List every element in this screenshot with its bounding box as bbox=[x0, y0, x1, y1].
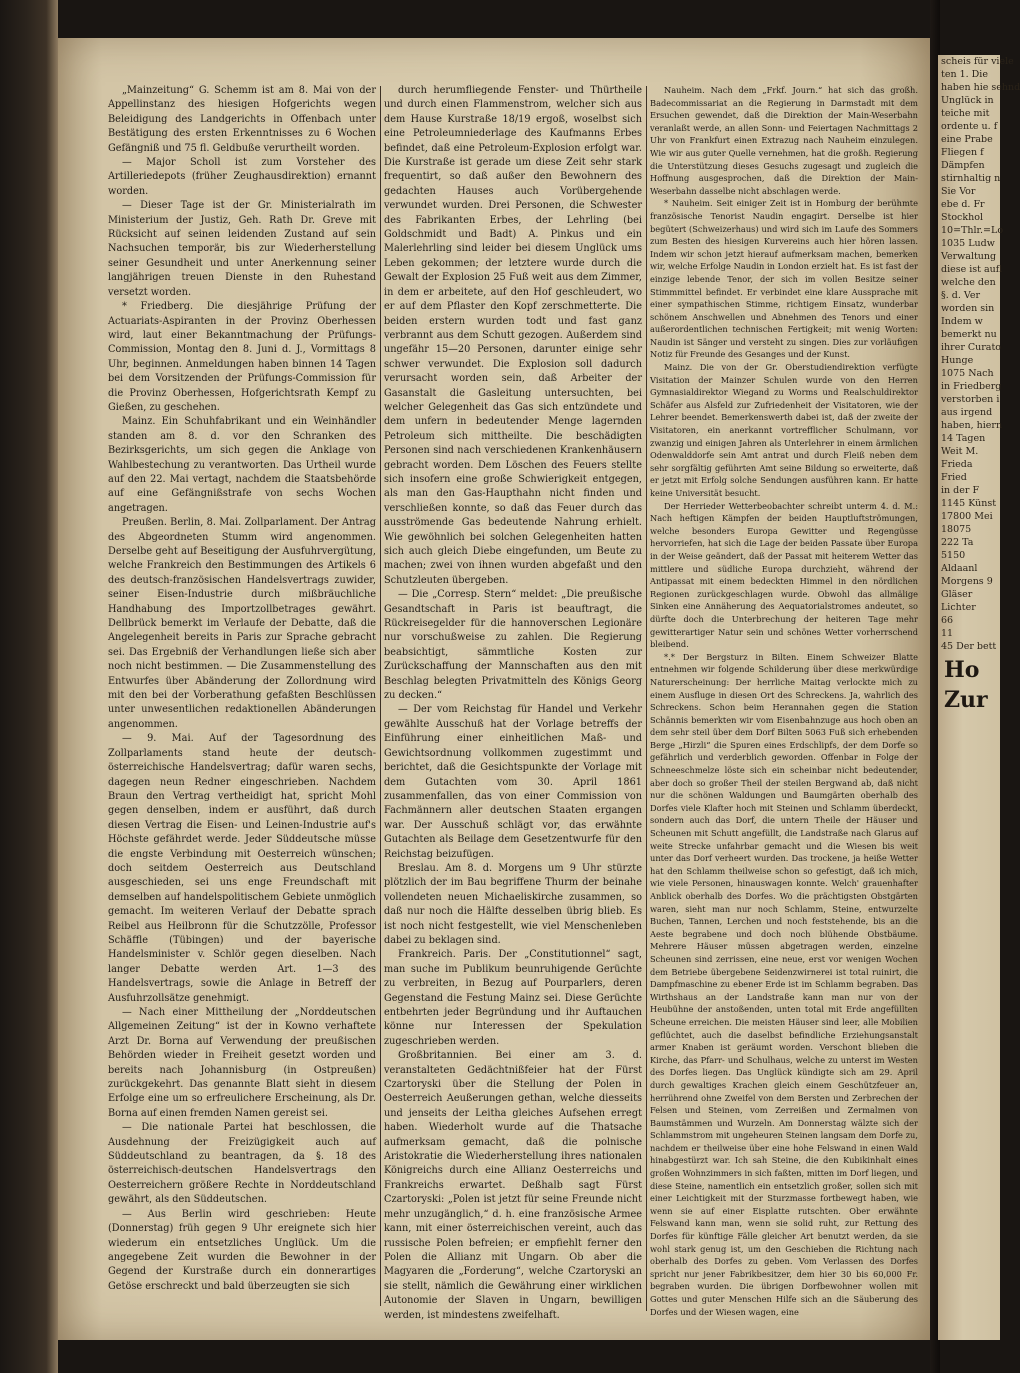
next-page-fragment: ordente u. f bbox=[941, 121, 998, 132]
column-3 bbox=[650, 84, 918, 1318]
next-page-fragment: Verwaltung bbox=[941, 251, 997, 262]
next-page-fragment: scheis für viele bbox=[941, 56, 1014, 67]
article-paragraph: *.* Der Bergsturz in Bilten. Einem Schweizer Blatte entnehmen wir folgende Schilderung über diese merkwürdige Naturerscheinung: Der herrliche Maitag verlockte mich zu einem Ausfluge in diesen Ort des Schreckens. Ja, wahrlich des Schreckens. Schon beim Herannahen gegen die Station Schännis bemerkten wir vom Eisenbahnzuge aus hoch oben an dem sehr steil über dem Dorf Bilten 5063 Fuß sich erhebenden Berge „Hirzli“ die Spuren eines Erdschlipfs, der dem Dorfe so gefährlich und verderblich geworden. Offenbar in Folge der Schneeschmelze löste sich ein scheinbar nicht bedeutender, aber doch so großer Theil der steilen Bergwand ab, daß nicht nur die schönen Waldungen und Baumgärten oberhalb des Dorfes viele Klafter hoch mit Steinen und Schlamm überdeckt, sondern auch das Dorf, die untern Theile der Häuser und Scheunen mit Schutt angefüllt, die Landstraße nach Glarus auf weite Strecke unfahrbar gemacht und die Wiesen bis weit unter das Dorf verheert wurden. Das trockene, ja heiße Wetter hat den Schlamm theilweise schon so gefestigt, daß ich mich, wie viele Personen, hinauswagen konnte. Welch' grauenhafter Anblick oberhalb des Dorfes. Wo die prächtigsten Obstgärten waren, sieht man nur noch Schlamm, Steine, entwurzelte Buchen, Tannen, Lerchen und noch feststehende, bis an die Aeste begrabene und doch noch blühende Obstbäume. Mehrere Häuser müssen abgetragen werden, einzelne Scheunen sind zerrissen, eine neue, erst vor wenigen Wochen dem Betriebe übergebene Seidenzwirnerei ist total ruinirt, die Dampfmaschine zu ebener Erde ist im Schlamm begraben. Das Wirthshaus an der Landstraße kann man nur von der Heubühne der anstoßenden, unten total mit Erde angefüllten Scheune erreichen. Die meisten Häuser sind leer, alle Mobilien geflüchtet, auch die daselbst befindliche Erziehungsanstalt armer Knaben ist geräumt worden. Verschont blieben die Kirche, das Pfarr- und Schulhaus, welche zu unterst im Westen des Dorfes liegen. Das Unglück kündigte sich am 29. April durch gewaltiges Krachen gleich einem Geschützfeuer an, herrührend ohne Zweifel von dem Bersten und Zerbrechen der Felsen und Steinen, vom Zerreißen und Zermalmen von Baumstämmen und Wurzeln. Am Donnerstag wälzte sich der Schlammstrom mit ungeheuren Steinen langsam dem Dorfe zu, nachdem er theilweise über eine hohe Felswand in einen Wald hinabgestürzt war. Ich sah Steine, die den Kubikinhalt eines großen Wohnzimmers in sich faßten, mitten im Dorf liegen, und diese Steine, namentlich ein entsetzlich großer, sollen sich mit einer Leichtigkeit mit der Sturzmasse fortbewegt haben, wie wenn sie auf einer Eisplatte rutschten. Ober erwähnte Felswand kann man, wenn sie solid ruht, zur Rettung des Dorfes für künftige Fälle gleicher Art benutzt werden, da sie wohl stark genug ist, um den Geschieben die Richtung nach oberhalb des Dorfes zu geben. Vom Verlassen des Dorfes spricht nur jener Fabrikbesitzer, dem hier 30 bis 60,000 Fr. begraben wurden. Die übrigen Dorfbewohner wollen mit Gottes und guter Menschen Hilfe sich an die Säuberung des Dorfes und der Wiesen wagen, eine bbox=[650, 651, 918, 1317]
column-rule-1 bbox=[380, 86, 381, 1306]
column-2 bbox=[384, 84, 642, 1323]
next-page-fragment: Sie Vor bbox=[941, 186, 976, 197]
article-paragraph: Mainz. Die von der Gr. Oberstudiendirektion verfügte Visitation der Mainzer Schulen wurde von den Herren Gymnasialdirektor Wiegand zu Worms und Realschuldirektor Schäfer aus Alsfeld zur Zufriedenheit der Visitatoren, wie der Lehrer beendet. Bemerkenswerth dabei ist, daß der zweite der Visitatoren, ein anerkannt vortrefflicher Schulmann, vor zwanzig und einigen Jahren als Unterlehrer in einem ärmlichen Odenwalddorfe sein Amt antrat und durch Fleiß neben dem sehr sorgfältig geführten Amt seine Bildung so erweiterte, daß er jetzt mit Erfolg solche Sendungen ausführen kann. Er hatte keine Universität besucht. bbox=[650, 362, 918, 498]
article-paragraph: * Friedberg. Die diesjährige Prüfung der Actuariats-Aspiranten in der Provinz Oberhessen wird, laut einer Bekanntmachung der Prüfungs-Commission, Montag den 8. Juni d. J., Vormittags 8 Uhr, beginnen. Anmeldungen haben binnen 14 Tagen bei dem Vorsitzenden der Prüfungs-Commission für die Provinz Oberhessen, Hofgerichtsrath Kempf zu Gießen, zu geschehen. bbox=[108, 301, 376, 413]
column-1 bbox=[108, 84, 376, 1294]
next-page-fragment: 5150 bbox=[941, 550, 966, 561]
next-page-fragment: worden sin bbox=[941, 303, 995, 314]
next-page-fragment: teiche mit bbox=[941, 108, 990, 119]
next-page-fragment: §. d. Ver bbox=[941, 290, 981, 301]
next-page-fragment: bemerkt nu bbox=[941, 329, 997, 340]
next-page-edge bbox=[938, 55, 1020, 1340]
next-page-fragment: 18075 bbox=[941, 524, 972, 535]
next-page-fragment: ebe d. Fr bbox=[941, 199, 985, 210]
article-paragraph: Mainz. Ein Schuhfabrikant und ein Weinhändler standen am 8. d. vor den Schranken des Bezirksgerichts, um sich gegen die Anklage von Wahlbestechung zu verantworten. Das Urtheil wurde auf den 22. Mai vertagt, nachdem die Staatsbehörde auf eine Gefängnißstrafe von sechs Wochen angetragen. bbox=[108, 416, 376, 514]
next-page-fragment: haben hie sehnd bbox=[941, 82, 1020, 93]
article-paragraph: Preußen. Berlin, 8. Mai. Zollparlament. Der Antrag des Abgeordneten Stumm wird angenommen. Derselbe geht auf Beseitigung der Ausfuhrvergütung, welche Frankreich den Bestimmungen des Artikels 6 des deutsch-französischen Handelsvertrags zuwider, seiner Eisen-Industrie durch mißbräuchliche Handhabung des Importzollbetrages gewährt. Dellbrück bemerkt im Verlaufe der Debatte, daß die Angelegenheit bereits in Paris zur Sprache gebracht sei. Das Ergebniß der Verhandlungen ließe sich aber noch nicht bestimmen. — Die Zusammenstellung des Entwurfes über Abänderung der Zollordnung wird mit den bei der Vorberathung gefaßten Beschlüssen unter unwesentlichen redaktionellen Abänderungen angenommen. bbox=[108, 517, 376, 730]
next-page-fragment: 11 bbox=[941, 628, 954, 639]
article-paragraph: „Mainzeitung“ G. Schemm ist am 8. Mai von der Appellinstanz des hiesigen Hofgerichts wegen Beleidigung des Landgerichts in Offenbach unter Bestätigung des ersten Erkenntnisses zu 6 Wochen Gefängniß und 75 fl. Geldbuße verurtheilt worden. bbox=[108, 85, 376, 154]
next-page-fragment: Hunge bbox=[941, 355, 974, 366]
next-page-fragment: stirnhaltig n bbox=[941, 173, 1001, 184]
next-page-fragment: aus irgend bbox=[941, 407, 993, 418]
article-paragraph: — Dieser Tage ist der Gr. Ministerialrath im Ministerium der Justiz, Geh. Rath Dr. Greve mit Rücksicht auf seinen leidenden Zustand auf sein Nachsuchen temporär, bis zur Wiederherstellung seiner Gesundheit und unter Anerkennung seiner langjährigen treuen Dienste in den Ruhestand versetzt worden. bbox=[108, 200, 376, 298]
next-page-heading: Zur bbox=[944, 687, 988, 713]
next-page-fragment: Morgens 9 bbox=[941, 576, 993, 587]
next-page-fragment: ten 1. Die bbox=[941, 69, 988, 80]
article-paragraph: — Major Scholl ist zum Vorsteher des Artilleriedepots (früher Zeughausdirektion) ernannt worden. bbox=[108, 157, 376, 197]
column-rule-2 bbox=[646, 86, 647, 1311]
next-page-heading: Ho bbox=[944, 657, 980, 683]
next-page-fragment: ihrer Curato bbox=[941, 342, 1002, 353]
next-page-fragment: 14 Tagen bbox=[941, 433, 986, 444]
article-paragraph: durch herumfliegende Fenster- und Thürtheile und durch einen Flammenstrom, welcher sich aus dem Hause Kurstraße 18/19 ergoß, woselbst sich eine Petroleumniederlage des Kaufmanns Erbes befindet, daß eine Petroleum-Explosion erfolgt war. Die Kurstraße ist gerade um diese Zeit sehr stark frequentirt, so daß außer den Bewohnern des gedachten Hauses auch Vorübergehende verwundet wurden. Drei Personen, die Schwester des Fabrikanten Erbes, der Lehrling (bei Goldschmidt und Badt) A. Pinkus und ein Malerlehrling sind leider bei diesem Unglück ums Leben gekommen; der letztere wurde durch die Gewalt der Explosion 25 Fuß weit aus dem Zimmer, in dem er arbeitete, auf den Hof geschleudert, wo er auf dem Pflaster den Kopf zerschmetterte. Die beiden erstern wurden todt und fast ganz verbrannt aus dem Schutt gezogen. Außerdem sind ungefähr 15—20 Personen, darunter einige sehr schwer verwundet. Die Explosion soll dadurch verursacht worden sein, daß Arbeiter der Gasanstalt die Gasleitung untersuchten, bei welcher Gelegenheit das Gas sich entzündete und dem unfern in bedeutender Menge lagernden Petroleum sich mittheilte. Die beschädigten Personen sind nach verschiedenen Krankenhäusern gebracht worden. Dem Löschen des Feuers stellte sich insofern eine große Schwierigkeit entgegen, als man den Gas-Haupthahn nicht finden und verschließen konnte, so daß das Feuer durch das ausströmende Gas bedeutende Nahrung erhielt. Wie gewöhnlich bei solchen Gelegenheiten hatten sich auch gleich Diebe eingefunden, um Beute zu machen; zwei von ihnen wurden abgefaßt und den Schutzleuten übergeben. bbox=[384, 85, 642, 586]
article-paragraph: — Aus Berlin wird geschrieben: Heute (Donnerstag) früh gegen 9 Uhr ereignete sich hier wiederum ein entsetzliches Unglück. Um die angegebene Zeit wurden die Bewohner in der Gegend der Kurstraße durch ein donnerartiges Getöse erschreckt und bald überzeugten sie sich bbox=[108, 1208, 376, 1292]
next-page-fragment: Dämpfen bbox=[941, 160, 985, 171]
next-page-fragment: 1035 Ludw bbox=[941, 238, 995, 249]
next-page-fragment: Unglück in bbox=[941, 95, 994, 106]
article-paragraph: * Nauheim. Seit einiger Zeit ist in Homburg der berühmte französische Tenorist Naudin engagirt. Derselbe ist hier begütert (Schweizerhaus) und wird sich im Laufe des Sommers zum Besten des hiesigen Kurvereins auch hier hören lassen. Indem wir schon jetzt hierauf aufmerksam machen, bemerken wir, welche Erfolge Naudin in London erzielt hat. Es ist fast der einzige lebende Tenor, der sich im vollen Besitze seiner Stimmmittel befindet. Er verbindet eine klare Aussprache mit einer sympathischen Stimme, richtigem Einsatz, wunderbar schönem Anschwellen und Abnehmen des Tenors und einer außerordentlichen technischen Fertigkeit; mit wenig Worten: Naudin ist Sänger und versteht zu singen. Dies zur vorläufigen Notiz für Freunde des Gesanges und der Kunst. bbox=[650, 198, 918, 360]
article-paragraph: — Die nationale Partei hat beschlossen, die Ausdehnung der Freizügigkeit auch auf Süddeutschland zu beantragen, da §. 18 des österreichisch-deutschen Handelsvertrags den Oesterreichern größere Rechte in Norddeutschland gewährt, als den Süddeutschen. bbox=[108, 1122, 376, 1206]
article-paragraph: Breslau. Am 8. d. Morgens um 9 Uhr stürzte plötzlich der im Bau begriffene Thurm der beinahe vollendeten neuen Michaeliskirche zusammen, so daß nur noch die Hälfte desselben übrig blieb. Es ist noch nicht festgestellt, wie viel Menschenleben dabei zu beklagen sind. bbox=[384, 862, 642, 946]
article-paragraph: — Der vom Reichstag für Handel und Verkehr gewählte Ausschuß hat der Vorlage betreffs der Einführung einer einheitlichen Maß- und Gewichtsordnung vollkommen zugestimmt und berichtet, daß die Gesichtspunkte der Vorlage mit dem Gutachten vom 30. April 1861 zusammenfallen, das von einer Commission von Fachmännern aller deutschen Staaten ergangen war. Der Ausschuß schlägt vor, das erwähnte Gutachten als Beilage dem Gesetzentwurfe für den Reichstag beizufügen. bbox=[384, 704, 642, 860]
next-page-fragment: Indem w bbox=[941, 316, 983, 327]
next-page-fragment: haben, hiern bbox=[941, 420, 1003, 431]
article-paragraph: Der Herrieder Wetterbeobachter schreibt unterm 4. d. M.: Nach heftigen Kämpfen der beiden Hauptluftströmungen, welche besonders Europa Gewitter und Regengüsse hervorriefen, hat sich die Lage der beiden Passate über Europa in der Weise geändert, daß der Passat mit heiterem Wetter das mittlere und südliche Europa durchzieht, während der Antipassat mit einem bedeckten Himmel in den nördlichen Regionen zurückgeschlagen wurde. Obwohl das allmälige Sinken eine Annäherung des Aequatorialstromes andeutet, so dürfte doch die Unterbrechung der heiteren Tage mehr gewitterartiger Natur sein und schönes Wetter vorherrschend bleibend. bbox=[650, 500, 918, 650]
next-page-fragment: Frieda bbox=[941, 459, 973, 470]
next-page-fragment: eine Prabe bbox=[941, 134, 993, 145]
next-page-fragment: 222 Ta bbox=[941, 537, 974, 548]
next-page-fragment: welche den bbox=[941, 277, 996, 288]
book-spine bbox=[0, 0, 58, 1373]
article-paragraph: — 9. Mai. Auf der Tagesordnung des Zollparlaments stand heute der deutsch-österreichische Handelsvertrag; dafür waren sechs, dagegen neun Redner eingeschrieben. Nachdem Braun den Vertrag vertheidigt hat, spricht Mohl gegen denselben, indem er ausführt, daß durch diesen Vertrag die Eisen- und Leinen-Industrie auf's Höchste gefährdet werde. Jeder Süddeutsche müsse die engste Verbindung mit Oesterreich wünschen; doch seitdem Oesterreich aus Deutschland ausgeschieden, sei uns enge Freundschaft mit demselben auf handelspolitischem Gebiete unmöglich gemacht. Im weiteren Verlauf der Debatte sprach Reibel aus Heilbronn für die Schutzzölle, Professor Schäffle (Tübingen) und der bayerische Handelsminister v. Schlör gegen dieselben. Nach langer Debatte werden Art. 1—3 des Handelsvertrags, sowie die Anlage in Betreff der Ausfuhrzollsätze genehmigt. bbox=[108, 733, 376, 1004]
next-page-fragment: Gläser bbox=[941, 589, 973, 600]
next-page-fragment: in der F bbox=[941, 485, 980, 496]
article-paragraph: Großbritannien. Bei einer am 3. d. veranstalteten Gedächtnißfeier hat der Fürst Czartoryski über die Stellung der Polen in Oesterreich Aeußerungen gethan, welche diesseits und jenseits der Leitha gleiches Aufsehen erregt haben. Wiederholt wurde auf die Thatsache aufmerksam gemacht, daß die polnische Aristokratie die Wiederherstellung ihres nationalen Königreichs durch eine Allianz Oesterreichs und Frankreichs erwartet. Deßhalb sagt Fürst Czartoryski: „Polen ist jetzt für seine Freunde nicht mehr unzugänglich,“ d. h. eine französische Armee kann, mit einer österreichischen vereint, auch das russische Polen befreien; er empfiehlt ferner den Polen die Allianz mit Ungarn. Ob aber die Magyaren die „Forderung“, welche Czartoryski an sie stellt, nämlich die Gewährung einer wirklichen Autonomie der Slaven in Ungarn, bewilligen werden, ist mindestens zweifelhaft. bbox=[384, 1050, 642, 1321]
article-paragraph: Nauheim. Nach dem „Frkf. Journ.“ hat sich das großh. Badecommissariat an die Regierung in Darmstadt mit dem Ersuchen gewendet, daß die Direktion der Main-Weserbahn veranlaßt werde, an allen Sonn- und Feiertagen Nachmittags 2 Uhr von Frankfurt einen Extrazug nach Nauheim einzulegen. Wie wir aus guter Quelle vernehmen, hat die großh. Regierung die Unterstützung dieses Gesuchs zugesagt und zugleich die Hoffnung ausgesprochen, daß die Direktion der Main-Weserbahn dasselbe nicht abschlagen werde. bbox=[650, 85, 918, 196]
next-page-fragment: Fried bbox=[941, 472, 967, 483]
next-page-fragment: Aldaanl bbox=[941, 563, 978, 574]
next-page-fragment: Stockhol bbox=[941, 212, 983, 223]
next-page-fragment: 1145 Künst bbox=[941, 498, 997, 509]
next-page-fragment: 1075 Nach bbox=[941, 368, 994, 379]
next-page-fragment: Lichter bbox=[941, 602, 976, 613]
next-page-fragment: 66 bbox=[941, 615, 954, 626]
next-page-fragment: Weit M. bbox=[941, 446, 979, 457]
next-page-fragment: 10=Thlr.=Lo bbox=[941, 225, 1004, 236]
article-paragraph: Frankreich. Paris. Der „Constitutionnel“ sagt, man suche im Publikum beunruhigende Gerüchte zu verbreiten, in Bezug auf Pourparlers, deren Gegenstand die Festung Mainz sei. Diese Gerüchte entbehrten jeder Begründung und ihr Auftauchen könne nur Interessen der Spekulation zugeschrieben werden. bbox=[384, 949, 642, 1047]
article-paragraph: — Nach einer Mittheilung der „Norddeutschen Allgemeinen Zeitung“ ist der in Kowno verhaftete Arzt Dr. Borna auf Verwendung der preußischen Behörden wieder in Freiheit gesetzt worden und bereits nach Johannisburg (in Ostpreußen) zurückgekehrt. Das genannte Blatt sieht in diesem Erfolge eine um so erfreulichere Erscheinung, als Dr. Borna auf einen fremden Namen gereist sei. bbox=[108, 1007, 376, 1119]
next-page-fragment: verstorben i bbox=[941, 394, 1000, 405]
next-page-fragment: 45 Der bett bbox=[941, 641, 997, 652]
article-paragraph: — Die „Corresp. Stern“ meldet: „Die preußische Gesandtschaft in Paris ist beauftragt, die Rückreisegelder für die hannoverschen Legionäre nur vorschußweise zu zahlen. Die Regierung beabsichtigt, sämmtliche Kosten zur Zurückschaffung der Mannschaften aus den mit Beschlag belegten Privatmitteln des Königs Georg zu decken.“ bbox=[384, 589, 642, 702]
next-page-fragment: Fliegen f bbox=[941, 147, 984, 158]
next-page-fragment: diese ist aufl bbox=[941, 264, 1003, 275]
next-page-fragment: in Friedberg bbox=[941, 381, 1002, 392]
next-page-fragment: 17800 Mei bbox=[941, 511, 993, 522]
